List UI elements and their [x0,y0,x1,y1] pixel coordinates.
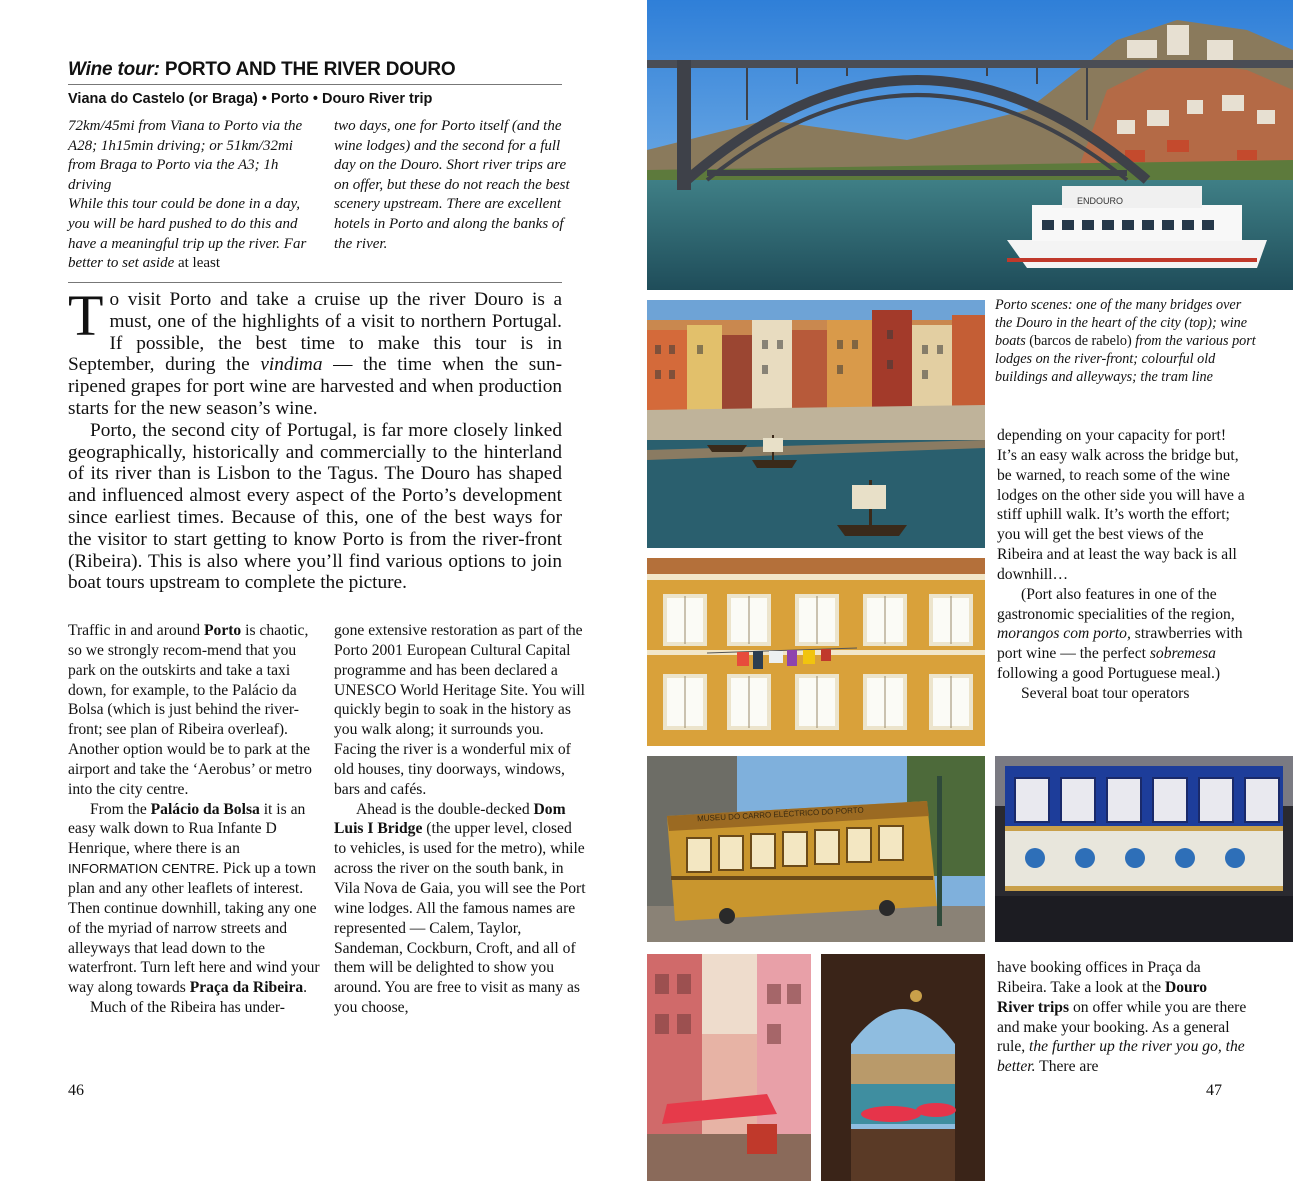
col1-p2-c: it is an easy walk down to Rua Infante D Henrique, where there is an [68,800,306,858]
right-p4-c: on offer while you are there and make your booking. As a general rule, [997,998,1247,1056]
page-number-left: 46 [68,1082,84,1099]
col2-p2-a: Ahead is the double-decked [356,800,534,818]
lead-p2: Porto, the second city of Portugal, is far more closely linked geographically, historically and commercially to the hinterland of its river than is Lisbon to the Tagus. The Douro has shaped and influenced almost every aspect of the Porto’s development since earliest times. Because of this, one of the best ways for the visitor to start getting to know Porto is from the river-front (Ribeira). This is also where you’ll find various options to join boat tours upstream to complete the picture. [68,419,562,594]
page-number-right: 47 [1206,1082,1222,1099]
right-text-lower [997,958,1247,1077]
col2-p2-b: Dom Luis I Bridge [334,800,566,838]
col1-p2-a: From the [90,800,151,818]
photo-colourful-building [647,558,985,746]
right-p1: depending on your capacity for port! It’s an easy walk across the bridge but, be warned, to reach some of the wine lodges on the other side you will have a stiff uphill walk. It’s worth the effort; you will get the best views of the Ribeira and at least the way back is all downhill… [997,427,1245,583]
article-title [68,59,562,85]
photo-dom-luis-bridge [647,0,1293,290]
photo-tiled-balcony [995,756,1293,942]
col1-p1-b: Porto [204,622,242,639]
col1-p1-a: Traffic in and around [68,622,204,639]
right-p2-em2: sobremesa [1149,645,1216,663]
photo-tram-line [647,756,985,942]
tram-sign: MUSEU DO CARRO ELÉCTRICO DO PORTO [696,805,864,824]
photo-archway-view [821,954,985,1181]
body-column-1 [68,621,320,1018]
intro-advice-text: While this tour could be done in a day, you will be hard pushed to do this and have a meaningful trip up the river. Far better to set aside [68,196,307,272]
title-main: PORTO AND THE RIVER DOURO [164,59,456,80]
body-column-2 [334,621,586,1018]
right-p4-d: There are [1035,1058,1099,1076]
right-p3: Several boat tour operators [1021,684,1190,702]
intro-advice [68,195,316,273]
col1-p2-d: . Pick up a town plan and any other leaflets of interest. Then continue downhill, taking any one of the myriad of narrow streets and alleyways that lead down to the waterfront. Turn left here and wind your way along towards [68,860,320,997]
title-prefix: Wine tour: [68,59,160,80]
col2-p2-c: (the upper level, closed to vehicles, is used for the metro), while across the river on the south bank, in Vila Nova de Gaia, you will see the Port wine lodges. All the famous names are represented — Calem, Taylor, Sandeman, Cockburn, Croft, and all of them will be delighted to show you around. You are free to visit as many as you choose, [334,820,586,1017]
col1-p2-f: . [303,979,308,997]
right-p4-em: the further up the river you go, the better. [997,1038,1245,1076]
boat-name-label: ENDOURO [1077,196,1124,206]
right-p4-a: have booking offices in Praça da Ribeira. Take a look at the [997,959,1201,996]
intro-distance: 72km/45mi from Viana to Porto via the A28; 1h15min driving; or 51km/32mi from Braga to Porto via the A3; 1h driving [68,118,303,193]
intro-column-right: two days, one for Porto itself (and the wine lodges) and the second for a full day on the Douro. Short river trips are on offer, but these do not reach the best scenery upstream. There are excellent hotels in Porto and along the banks of the river. [334,118,570,252]
right-p2-b: strawberries with port wine — the perfect [997,625,1243,663]
right-p4-b: Douro River trips [997,978,1208,1016]
col1-p2-b: Palácio da Bolsa [150,800,260,818]
right-p2-em1: morangos com porto, [997,625,1131,643]
divider-rule [68,282,562,283]
lead-p1-b: — the time when the sun-ripened grapes for port wine are harvested and when production starts for the new season’s wine. [68,354,562,419]
drop-cap: T [68,283,104,348]
tour-route-subtitle: Viana do Castelo (or Braga) • Porto • Douro River trip [68,91,433,107]
caption-text-b: (barcos de rabelo) [1029,333,1132,349]
col1-p3: Much of the Ribeira has under- [90,999,285,1017]
intro-advice-upright: at least [177,255,221,272]
lead-p1-em: vindima [260,354,323,376]
col1-p1-c: is chaotic, so we strongly recom-mend that you park on the outskirts and take a taxi down, for example, to the Palácio da Bolsa (which is just behind the river-front; see plan of Ribeira overleaf). Another option would be to park at the airport and take the ‘Aerobus’ or metro into the city centre. [68,622,312,798]
right-text-upper [997,426,1247,704]
photo-caption [995,296,1257,386]
lead-text [68,283,562,594]
caption-text-a: Porto scenes: one of the many bridges over the Douro in the heart of the city (top); wine boats [995,297,1248,349]
right-p2-c: following a good Portuguese meal.) [997,665,1221,683]
caption-text-c: from the various port lodges on the river-front; colourful old buildings and alleyways; the tram line [995,333,1256,385]
col1-p2-e: Praça da Ribeira [189,979,304,997]
right-p2-a: (Port also features in one of the gastronomic specialities of the region, [997,585,1235,623]
photo-wine-boats-riverfront [647,300,985,548]
information-centre-label: INFORMATION CENTRE [68,861,216,877]
lead-p1-a: o visit Porto and take a cruise up the river Douro is a must, one of the highlights of a visit to northern Portugal. If possible, the best time to make this tour is in September, during the [68,289,562,376]
col2-p1: gone extensive restoration as part of the Porto 2001 European Cultural Capital programme and has been declared a UNESCO World Heritage Site. You will quickly begin to soak in the history as you walk along; it surrounds you. Facing the river is a wonderful mix of old houses, tiny doorways, windows, bars and cafés. [334,622,585,798]
photo-alleyway [647,954,811,1181]
intro-column-left [68,117,316,274]
